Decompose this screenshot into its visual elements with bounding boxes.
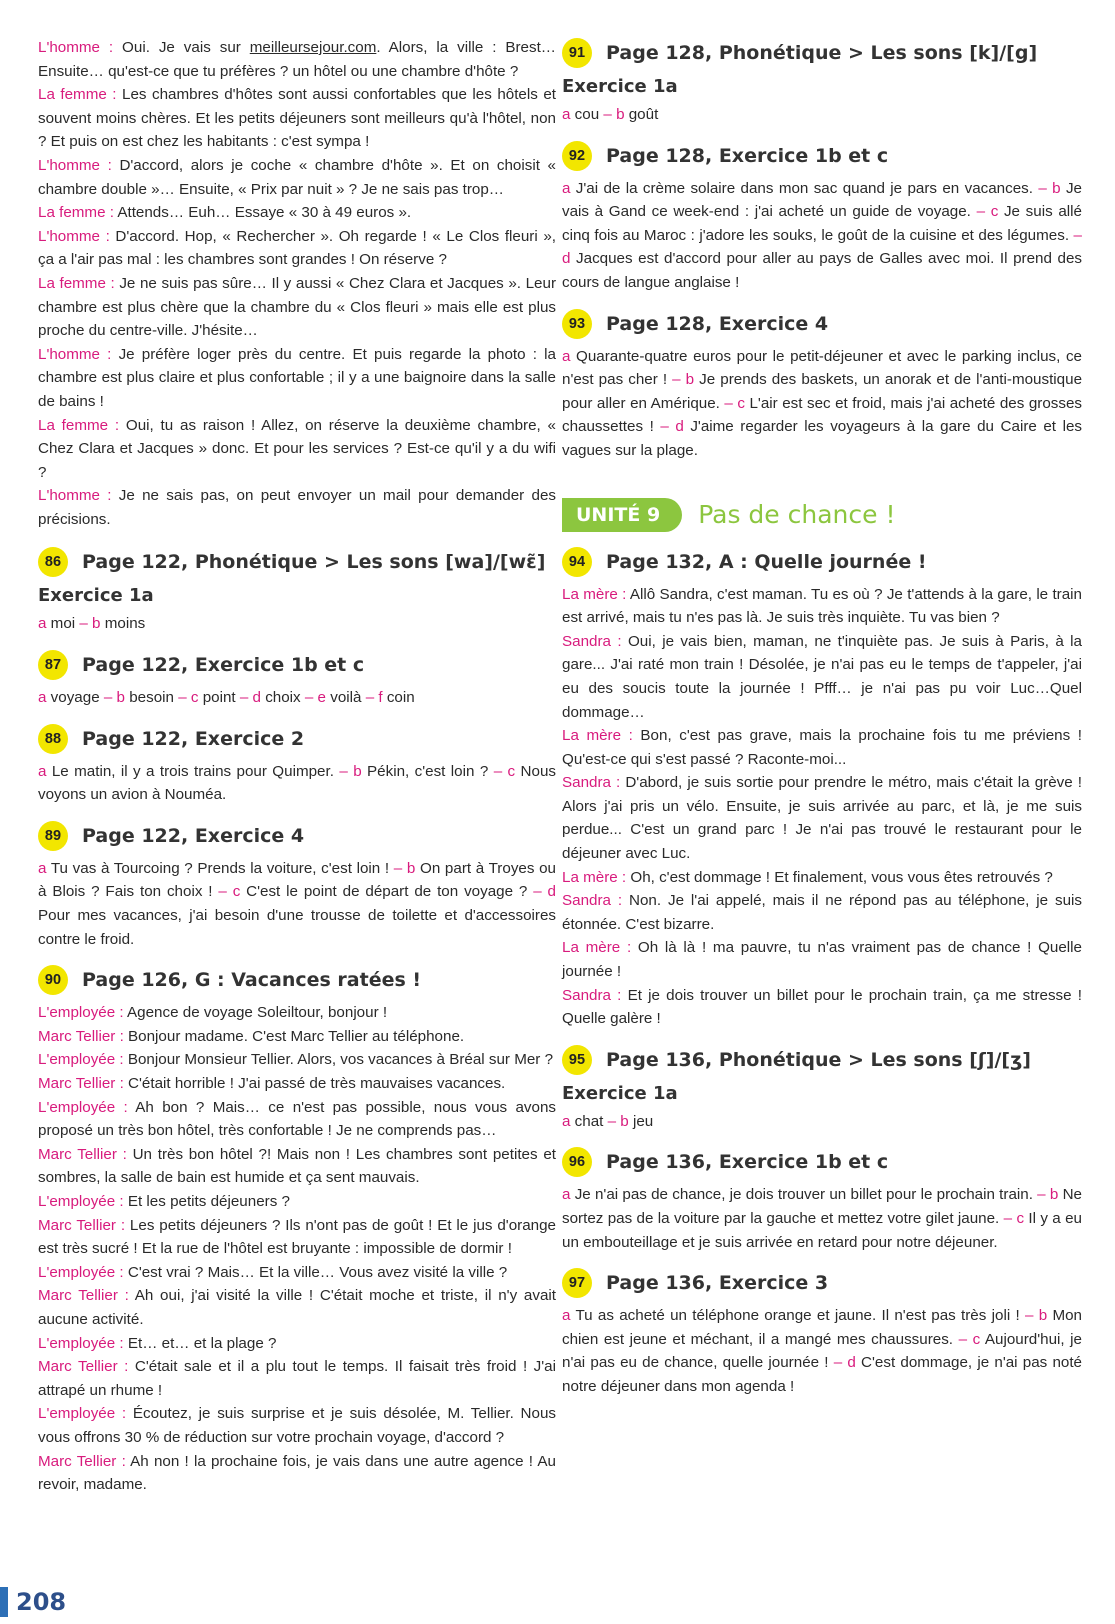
dialog-text: Les petits déjeuners ? Ils n'ont pas de goût ! Et le jus d'orange est très sucré ! Et la rue de l'hôtel est bruyante : impossible de dormir ! [38, 1216, 556, 1258]
exercise-title: Exercice 1a [562, 1082, 678, 1104]
separator: – [300, 689, 318, 707]
answer-text: Pékin, c'est loin ? [361, 762, 489, 780]
page-number-text: 208 [16, 1588, 67, 1616]
answer-letter: b [620, 1112, 629, 1130]
section-91 [562, 36, 1082, 127]
answer-text: moins [100, 615, 146, 633]
exercise-title: Exercice 1a [562, 76, 678, 97]
speaker-label: La mère : [562, 727, 633, 745]
answer-text: J'aime regarder les voyageurs à la gare du Caire et les vagues sur la plage. [562, 418, 1082, 459]
answer-letter: d [252, 689, 261, 707]
track-number-badge: 96 [562, 1147, 592, 1177]
answer-letter: a [562, 347, 571, 365]
dialog-text: D'abord, je suis sortie pour prendre le métro, mais c'était la grève ! Alors j'ai pris un vélo. Ensuite, je suis arrivée au parc, et là, je me suis perdue... C'est un grand parc ! Je n'ai pas trouvé le restaurant pour le déjeuner avec Luc. [562, 774, 1082, 863]
dialog-text: Écoutez, je suis surprise et je suis désolée, M. Tellier. Nous vous offrons 30 % de réduction sur votre prochain voyage, d'accord ? [38, 1405, 556, 1446]
answer-text: voyage [46, 689, 100, 707]
dialog-text: Oui, tu as raison ! Allez, on réserve la deuxième chambre, « Chez Clara et Jacques » donc. Et pour les services ? Est-ce qu'il y a du wifi ? [38, 416, 556, 481]
speaker-label: Marc Tellier : [38, 1027, 124, 1045]
dialog-text: Oui, je vais bien, maman, ne t'inquiète pas. Je suis à Paris, à la gare... J'ai raté mon train ! Désolée, je n'ai pas eu le temps de t'appeler, j'ai eu des soucis toute la journée ! Pfff… je n'ai pas pu voir Luc…Quel dommage… [562, 632, 1082, 721]
answer-text: jeu [628, 1112, 654, 1130]
dialog-line [38, 1072, 556, 1096]
answer-text: goût [624, 106, 659, 123]
track-number-badge: 91 [562, 38, 592, 68]
track-number-badge: 86 [38, 547, 68, 577]
speaker-label: La mère : [562, 585, 627, 603]
section-header [562, 1043, 1082, 1077]
dialog-text: Oui. Je vais sur [113, 39, 250, 56]
answer-letter: a [562, 106, 571, 123]
exercise-title: Exercice 1a [38, 585, 154, 607]
answer-letter: c [232, 883, 241, 901]
separator: – [953, 1330, 973, 1348]
dialog-line [38, 1284, 556, 1331]
section-title: Page 122, Exercice 2 [82, 727, 305, 750]
speaker-label: L'employée : [38, 1405, 127, 1423]
dialog-text: D'accord. Hop, « Rechercher ». Oh regarde ! « Le Clos fleuri », ça a l'air pas mal : les chambres sont grandes ! On réserve ? [38, 227, 557, 269]
dialog-line [38, 1001, 556, 1025]
answer-text: Je suis allé cinq fois au Maroc : j'adore les souks, le goût de la cuisine et des légumes. [562, 203, 1082, 244]
answer-letter: d [547, 883, 556, 901]
section-86 [38, 545, 556, 636]
answer-letter: b [685, 371, 695, 389]
dialog-text: Attends… Euh… Essaye « 30 à 49 euros ». [113, 204, 412, 222]
answer-letter: c [972, 1330, 981, 1348]
answer-text: Mon chien est jeune et méchant, il a mangé mes chaussures. [562, 1307, 1083, 1348]
track-number-badge: 92 [562, 141, 592, 171]
dialog-text: Agence de voyage Soleiltour, bonjour ! [123, 1004, 388, 1022]
section-title: Page 126, G : Vacances ratées ! [82, 969, 422, 992]
dialog-text: Bonjour Monsieur Tellier. Alors, vos vacances à Bréal sur Mer ? [123, 1051, 554, 1069]
answer-letter: a [562, 179, 571, 197]
speaker-label: Sandra : [562, 986, 622, 1004]
dialog-line [38, 83, 556, 154]
answer-text: On part à Troyes ou à Blois ? Fais ton choix ! [38, 859, 557, 901]
separator: – [603, 1112, 621, 1130]
separator: – [653, 418, 676, 436]
speaker-label: L'homme : [38, 39, 114, 56]
answer-text: C'est le point de départ de ton voyage ? [240, 883, 528, 901]
speaker-label: Marc Tellier : [38, 1216, 126, 1234]
section-header [38, 963, 556, 997]
dialog-line [38, 343, 556, 414]
answer-letter: a [38, 615, 47, 633]
section-95 [562, 1043, 1082, 1134]
separator: – [599, 106, 617, 123]
section-92 [562, 139, 1082, 295]
separator: – [1032, 1186, 1050, 1204]
dialog-text: Bon, c'est pas grave, mais la prochaine fois tu me préviens ! Qu'est-ce qui s'est passé ? Raconte-moi... [562, 727, 1082, 768]
separator: – [361, 689, 379, 707]
section-header [562, 36, 1082, 70]
separator: – [1019, 1307, 1039, 1325]
separator: – [667, 371, 686, 389]
dialog-line [38, 1143, 556, 1190]
dialog-line [562, 866, 1082, 890]
answer-letter: b [1052, 179, 1061, 197]
separator: – [828, 1354, 848, 1372]
answer-letter: a [38, 859, 47, 877]
answer-letter: e [317, 689, 326, 707]
left-column [38, 36, 556, 1497]
answers-text [38, 612, 556, 636]
speaker-label: L'homme : [38, 345, 112, 363]
section-96 [562, 1145, 1082, 1254]
answer-text: besoin [125, 689, 174, 707]
answer-letter: c [737, 394, 745, 412]
answers-text [562, 1110, 1082, 1134]
separator: – [173, 689, 191, 707]
section-title: Page 128, Exercice 1b et c [606, 144, 889, 167]
answer-text: Je prends des baskets, un anorak et de l'anti-moustique pour aller en Amérique. [562, 371, 1083, 412]
dialog-line [562, 984, 1082, 1031]
answer-text: chat [570, 1112, 604, 1130]
track-number-badge: 93 [562, 309, 592, 339]
answer-text: J'ai de la crème solaire dans mon sac quand je pars en vacances. [570, 179, 1033, 197]
dialog-line [38, 1355, 556, 1402]
dialog-line [38, 1214, 556, 1261]
answer-text: Je vais à Gand ce week-end : j'ai acheté un guide de voyage. [562, 179, 1082, 221]
dialog-line [38, 484, 556, 531]
answer-letter: f [378, 689, 383, 707]
dialog-text: Un très bon hôtel ?! Mais non ! Les chambres sont petites et sombres, la salle de bain est humide et ça sent mauvais. [38, 1145, 556, 1187]
answer-letter: a [562, 1307, 571, 1325]
speaker-label: La femme : [38, 204, 114, 222]
dialog-text: Je ne suis pas sûre… Il y aussi « Chez Clara et Jacques ». Leur chambre est plus chère que la chambre du « Clos fleuri » mais elle est plus proche du centre-ville. J'hésite… [38, 274, 557, 340]
speaker-label: La femme : [38, 86, 117, 104]
dialog-line [562, 630, 1082, 724]
track-number-badge: 87 [38, 650, 68, 680]
answer-text: voilà [326, 689, 362, 707]
section-88 [38, 722, 556, 807]
answer-text: cou [570, 106, 600, 123]
section-title: Page 122, Exercice 1b et c [82, 654, 365, 677]
speaker-label: Sandra : [562, 892, 623, 910]
speaker-label: L'employée : [38, 1334, 124, 1352]
dialog-line [38, 1450, 556, 1497]
speaker-label: L'employée : [38, 1004, 124, 1022]
dialog-line [38, 154, 556, 201]
answer-letter: b [406, 859, 416, 877]
answer-letter: c [190, 689, 199, 707]
dialog-block [562, 583, 1082, 1031]
dialog-text: Non. Je l'ai appelé, mais il ne répond pas au téléphone, je suis étonnée. C'est bizarre. [562, 892, 1082, 933]
dialog-text: C'était sale et il a plu tout le temps. Il faisait très froid ! J'ai attrapé un rhume ! [38, 1358, 556, 1399]
section-header [562, 1266, 1082, 1300]
separator: – [75, 615, 93, 633]
section-header [562, 139, 1082, 173]
answer-text: Le matin, il y a trois trains pour Quimper. [46, 762, 334, 780]
dialog-text: C'était horrible ! J'ai passé de très mauvaises vacances. [123, 1075, 506, 1092]
speaker-label: La mère : [562, 939, 632, 957]
answer-letter: c [507, 762, 516, 780]
section-title: Page 122, Phonétique > Les sons [wa]/[wɛ̃] [82, 551, 546, 574]
answers-text [38, 760, 556, 807]
answer-letter: a [38, 762, 47, 780]
section-title: Page 136, Exercice 1b et c [606, 1151, 889, 1174]
answer-letter: a [562, 1186, 571, 1204]
speaker-label: La mère : [562, 868, 627, 886]
separator: – [999, 1210, 1017, 1227]
separator: – [719, 394, 738, 412]
dialog-line [38, 1261, 556, 1285]
answers-text [562, 1183, 1082, 1254]
answer-text: Il y a eu un embouteillage et je suis arrivée en retard pour notre déjeuner. [562, 1210, 1083, 1251]
speaker-label: Marc Tellier : [38, 1452, 126, 1470]
section-title: Page 136, Exercice 3 [606, 1272, 829, 1295]
section-header [562, 307, 1082, 341]
answer-text: Je n'ai pas de chance, je dois trouver un billet pour le prochain train. [570, 1186, 1033, 1204]
right-column [562, 36, 1082, 1399]
unit-title: Pas de chance ! [698, 500, 896, 530]
dialog-text: . Alors, la ville : Brest… Ensuite… qu'est-ce que tu préfères ? un hôtel ou une chambre d'hôte ? [38, 39, 556, 80]
dialog-text: Et… et… et la plage ? [123, 1334, 277, 1352]
separator: – [235, 689, 253, 707]
answer-letter: d [675, 418, 684, 436]
answers-text [562, 345, 1082, 463]
answer-text: choix [260, 689, 301, 707]
answer-letter: b [353, 762, 362, 780]
answers-text [562, 103, 1082, 127]
dialog-line [38, 1025, 556, 1049]
answer-text: Jacques est d'accord pour aller au pays de Galles avec moi. Il prend des cours de langue anglaise ! [562, 250, 1082, 291]
answer-letter: c [990, 203, 999, 221]
track-number-badge: 97 [562, 1268, 592, 1298]
answers-text [562, 177, 1082, 295]
page-number [0, 1584, 66, 1620]
section-90 [38, 963, 556, 1496]
dialog-line [562, 771, 1082, 865]
answer-letter: d [847, 1354, 856, 1372]
section-97 [562, 1266, 1082, 1398]
speaker-label: Sandra : [562, 774, 621, 792]
answer-letter: a [562, 1112, 571, 1130]
speaker-label: Marc Tellier : [38, 1145, 127, 1163]
dialog-line [38, 1190, 556, 1214]
speaker-label: L'employée : [38, 1192, 124, 1210]
section-title: Page 132, A : Quelle journée ! [606, 550, 927, 573]
dialog-top [38, 36, 556, 531]
section-header [562, 545, 1082, 579]
dialog-text: C'est vrai ? Mais… Et la ville… Vous avez visité la ville ? [123, 1263, 508, 1281]
answer-text: Nous voyons un avion à Nouméa. [38, 762, 556, 804]
unit-header [562, 497, 1082, 533]
separator: – [488, 762, 508, 780]
separator: – [527, 883, 548, 901]
dialog-line [38, 201, 556, 225]
answer-letter: b [1049, 1186, 1059, 1204]
track-number-badge: 89 [38, 821, 68, 851]
section-header [562, 1145, 1082, 1179]
answer-text: Tu as acheté un téléphone orange et jaune. Il n'est pas très joli ! [570, 1307, 1020, 1325]
dialog-text: Je ne sais pas, on peut envoyer un mail pour demander des précisions. [38, 487, 556, 528]
dialog-text: Bonjour madame. C'est Marc Tellier au téléphone. [123, 1027, 465, 1045]
section-title: Page 136, Phonétique > Les sons [ʃ]/[ʒ] [606, 1048, 1031, 1071]
section-title: Page 128, Phonétique > Les sons [k]/[g] [606, 42, 1038, 64]
answer-text: point [198, 689, 236, 707]
separator: – [212, 883, 233, 901]
separator: – [1069, 226, 1083, 244]
dialog-text: Et les petits déjeuners ? [123, 1192, 290, 1210]
dialog-line [38, 1332, 556, 1356]
track-number-badge: 90 [38, 965, 68, 995]
speaker-label: L'homme : [38, 156, 112, 174]
track-number-badge: 95 [562, 1045, 592, 1075]
dialog-line [38, 1048, 556, 1072]
separator: – [389, 859, 407, 877]
section-89 [38, 819, 556, 951]
dialog-text: Oh, c'est dommage ! Et finalement, vous vous êtes retrouvés ? [626, 868, 1053, 886]
speaker-label: Marc Tellier : [38, 1358, 129, 1376]
answer-text: moi [46, 615, 76, 633]
dialog-text: Allô Sandra, c'est maman. Tu es où ? Je t'attends à la gare, le train est arrivé, mais tu n'es pas là. Je suis très inquiète. Tu vas bien ? [562, 585, 1083, 627]
track-number-badge: 88 [38, 724, 68, 754]
dialog-line [562, 889, 1082, 936]
answer-letter: b [1038, 1307, 1048, 1325]
unit-tag: UNITÉ 9 [562, 498, 682, 532]
dialog-line [38, 1096, 556, 1143]
dialog-line [38, 1402, 556, 1449]
dialog-line [38, 272, 556, 343]
website-link: meilleursejour.com [249, 39, 377, 56]
answer-letter: a [38, 689, 47, 707]
answers-text [38, 686, 556, 710]
speaker-label: La femme : [38, 274, 115, 292]
dialog-line [38, 36, 556, 83]
section-header [38, 819, 556, 853]
dialog-text: Et je dois trouver un billet pour le prochain train, ça me stresse ! Quelle galère ! [562, 986, 1082, 1028]
answers-text [562, 1304, 1082, 1398]
separator: – [333, 762, 354, 780]
speaker-label: Sandra : [562, 632, 622, 650]
section-87 [38, 648, 556, 710]
speaker-label: L'employée : [38, 1098, 128, 1116]
page-number-bar [0, 1587, 8, 1617]
answer-letter: c [1016, 1210, 1025, 1227]
section-header [38, 545, 556, 579]
separator: – [99, 689, 117, 707]
speaker-label: Marc Tellier : [38, 1287, 129, 1305]
answer-text: C'est dommage, je n'ai pas noté notre déjeuner dans mon agenda ! [562, 1354, 1083, 1395]
dialog-text: Ah oui, j'ai visité la ville ! C'était moche et triste, il n'y avait aucune activité. [38, 1287, 556, 1328]
answer-text: Quarante-quatre euros pour le petit-déjeuner et avec le parking inclus, ce n'est pas cher ! [562, 347, 1082, 389]
answer-letter: b [92, 615, 101, 633]
dialog-text: Ah non ! la prochaine fois, je vais dans une autre agence ! Au revoir, madame. [38, 1452, 556, 1494]
section-header [38, 648, 556, 682]
speaker-label: L'employée : [38, 1051, 124, 1069]
separator: – [970, 203, 991, 221]
speaker-label: L'homme : [38, 227, 110, 245]
section-header [38, 722, 556, 756]
speaker-label: La femme : [38, 416, 120, 434]
section-title: Page 128, Exercice 4 [606, 312, 829, 335]
answer-text: L'air est sec et froid, mais j'ai acheté des grosses chaussettes ! [562, 394, 1083, 436]
dialog-text: D'accord, alors je coche « chambre d'hôte ». Et on choisit « chambre double »… Ensuite, « Prix par nuit » ? Je ne sais pas trop… [38, 156, 556, 198]
speaker-label: Marc Tellier : [38, 1075, 124, 1092]
answer-text: Ne sortez pas de la voiture par la gauche et mettez votre gilet jaune. [562, 1186, 1082, 1227]
section-94 [562, 545, 1082, 1031]
dialog-line [562, 583, 1082, 630]
answers-text [38, 857, 556, 951]
answer-text: Tu vas à Tourcoing ? Prends la voiture, c'est loin ! [46, 859, 390, 877]
speaker-label: L'employée : [38, 1263, 124, 1281]
answer-text: coin [382, 689, 415, 707]
answer-letter: b [616, 106, 625, 123]
dialog-line [38, 225, 556, 272]
answer-text: Aujourd'hui, je n'ai pas eu de chance, quelle journée ! [562, 1330, 1082, 1372]
dialog-line [562, 936, 1082, 983]
dialog-line [562, 724, 1082, 771]
dialog-text: Oh là là ! ma pauvre, tu n'as vraiment pas de chance ! Quelle journée ! [562, 939, 1082, 981]
speaker-label: L'homme : [38, 487, 112, 505]
answer-letter: d [562, 250, 571, 268]
separator: – [1032, 179, 1053, 197]
dialog-text: Les chambres d'hôtes sont aussi confortables que les hôtels et souvent moins chères. Et les petits déjeuners sont meilleurs qu'à l'hôtel, non ? Et puis on est chez les habitants : c'est sympa ! [38, 86, 557, 151]
answer-text: Pour mes vacances, j'ai besoin d'une trousse de toilette et d'accessoires contre le froid. [38, 907, 556, 948]
dialog-block [38, 1001, 556, 1496]
dialog-text: Je préfère loger près du centre. Et puis regarde la photo : la chambre est plus claire et plus confortable ; il y a une baignoire dans la salle de bains ! [38, 345, 556, 410]
dialog-text: Ah bon ? Mais… ce n'est pas possible, nous vous avons proposé un très bon hôtel, très confortable ! Je ne comprends pas… [38, 1098, 557, 1140]
answer-letter: b [116, 689, 125, 707]
section-title: Page 122, Exercice 4 [82, 824, 305, 847]
track-number-badge: 94 [562, 547, 592, 577]
dialog-line [38, 414, 556, 485]
section-93 [562, 307, 1082, 463]
